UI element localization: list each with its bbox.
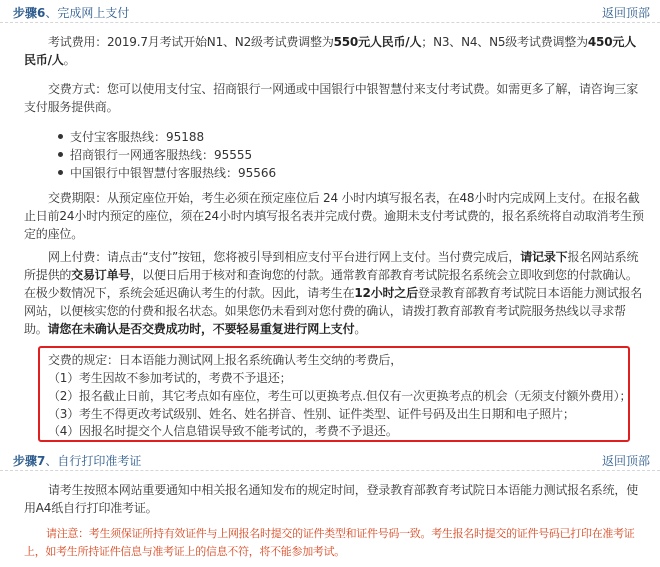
attention-note: 请注意：考生须保证所持有效证件与上网报名时提交的证件类型和证件号码一致。考生报名时提交的证件号码已打印在准考证上，如考生所持证件信息与准考证上的信息不符，将不能参加考试。 <box>24 527 635 558</box>
fee-text-1: 考试费用：2019.7月考试开始N1、N2级考试费调整为 <box>48 35 334 49</box>
payment-deadline-paragraph: 交费期限：从预定座位开始，考生必须在预定座位后 24 小时内填写报名表，在48小时内完成网上支付。在报名截止日前24小时内预定的座位，须在24小时内填写报名表并完成付费。逾期未支付考试费的，报名系统将自动取消考生预定的座位。 <box>24 191 644 241</box>
online-pay-text-3: ，以便日后用于核对和查询您的付款。通常教育部教育考试院报名系统会立即收到您的付款确认。在极少数情况下，系统会延迟确认考生的付款。因此，请考生在 <box>24 268 638 300</box>
hotline-list <box>58 128 276 182</box>
payment-rules-box <box>38 346 630 442</box>
list-item <box>58 146 276 164</box>
step7-label: 步骤7 <box>13 454 46 468</box>
fee-text-3: 。 <box>63 53 76 67</box>
rule-item: （4）因报名时提交个人信息错误导致不能考试的，考费不予退还。 <box>48 424 398 438</box>
hotline-boc: 中国银行中银智慧付客服热线：95566 <box>70 166 277 180</box>
rules-heading: 交费的规定：日本语能力测试网上报名系统确认考生交纳的考费后， <box>48 353 403 367</box>
back-to-top-link[interactable]: 返回顶部 <box>601 6 650 20</box>
list-item <box>58 128 276 146</box>
exam-fee-paragraph <box>24 33 646 69</box>
online-pay-bold-3: 12小时之后 <box>354 286 418 300</box>
online-payment-paragraph <box>24 248 646 338</box>
bullet-icon <box>58 170 63 175</box>
online-pay-text-4: 登录教育部教育考试院日本语能力测试报名网站，以便核实您的付费和报名状态。如果您仍未看到对您付费的确认，请拨打教育部教育考试院服务热线以寻求帮助。 <box>24 286 643 336</box>
step7-title <box>13 452 141 469</box>
fee-bold-2: 450元人民币/人 <box>24 35 636 67</box>
online-pay-text-5: 。 <box>354 322 367 336</box>
step6-title-text: 、完成网上支付 <box>45 6 130 20</box>
bullet-icon <box>58 134 63 139</box>
bullet-icon <box>58 152 63 157</box>
online-pay-bold-4: 请您在未确认是否交费成功时，不要轻易重复进行网上支付 <box>47 322 355 336</box>
rule-item: （2）报名截止日前，其它考点如有座位，考生可以更换考点.但仅有一次更换考点的机会（无须支付额外费用）； <box>48 389 632 403</box>
rule-item: （1）考生因故不参加考试的，考费不予退还； <box>48 371 292 385</box>
print-ticket-paragraph: 请考生按照本网站重要通知中相关报名通知发布的规定时间，登录教育部教育考试院日本语能力测试报名系统，使用A4纸自行打印准考证。 <box>24 483 639 515</box>
hotline-cmb: 招商银行一网通客服热线：95555 <box>70 148 253 162</box>
step7-header <box>0 448 660 471</box>
rule-item: （3）考生不得更改考试级别、姓名、姓名拼音、性别、证件类型、证件号码及出生日期和电子照片； <box>48 407 575 421</box>
online-pay-bold-1: 请记录下 <box>520 250 568 264</box>
payment-method-paragraph: 交费方式：您可以使用支付宝、招商银行一网通或中国银行中银智慧付来支付考试费。如需更多了解，请咨询三家支付服务提供商。 <box>24 82 639 114</box>
step6-label: 步骤6 <box>13 6 46 20</box>
back-to-top-link[interactable]: 返回顶部 <box>601 454 650 468</box>
fee-bold-1: 550元人民币/人 <box>333 35 422 49</box>
fee-text-2: ；N3、N4、N5级考试费调整为 <box>421 35 588 49</box>
online-pay-text-1: 网上付费：请点击“支付”按钮，您将被引导到相应支付平台进行网上支付。当付费完成后， <box>48 250 521 264</box>
list-item <box>58 164 276 182</box>
step6-header <box>0 0 660 23</box>
online-pay-text-2: 报名网站系统所提供的 <box>24 250 639 282</box>
online-pay-bold-2: 交易订单号 <box>71 268 131 282</box>
step7-title-text: 、自行打印准考证 <box>45 454 142 468</box>
hotline-alipay: 支付宝客服热线：95188 <box>70 130 205 144</box>
step6-title <box>13 4 129 21</box>
